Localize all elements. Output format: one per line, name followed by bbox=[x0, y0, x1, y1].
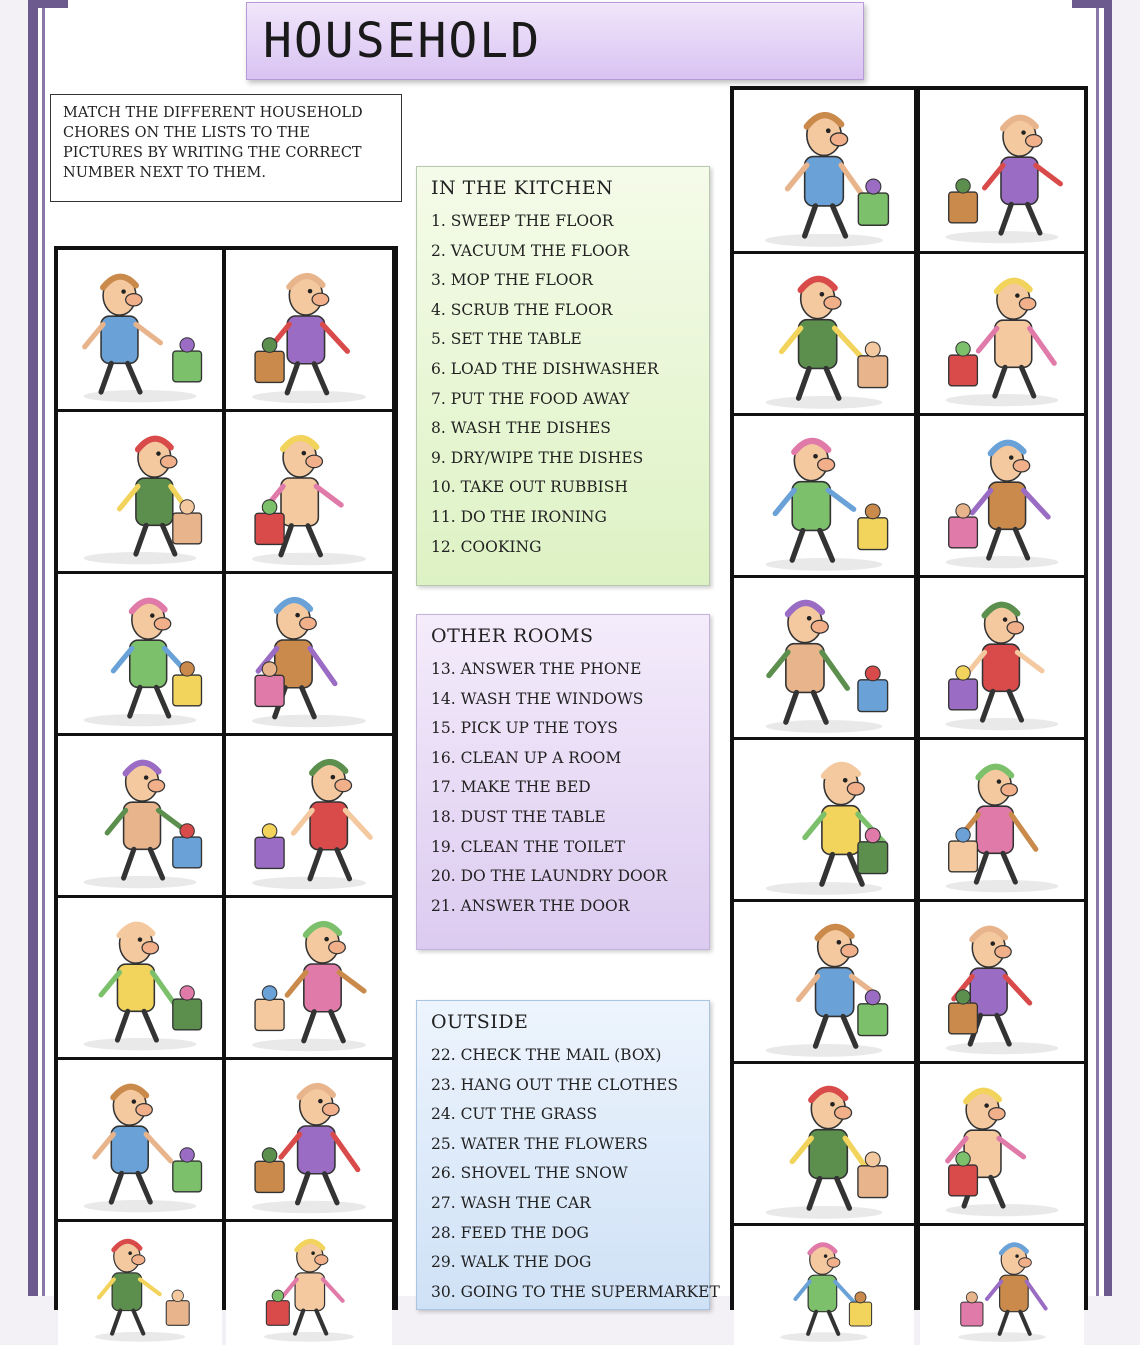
list-item: 19. CLEAN THE TOILET bbox=[431, 837, 625, 856]
frame-left bbox=[28, 0, 38, 1296]
cartoon-drawing bbox=[58, 250, 222, 409]
outside-list bbox=[416, 1000, 720, 1310]
cartoon-drawing bbox=[226, 898, 392, 1057]
frame-left-inner bbox=[42, 0, 45, 1296]
sweep-illustration bbox=[58, 1060, 222, 1219]
cartoon-drawing bbox=[226, 250, 392, 409]
instructions-box: MATCH THE DIFFERENT HOUSEHOLD CHORES ON THE LISTS TO THE PICTURES BY WRITING THE CORRECT NUMBER NEXT TO THEM. bbox=[50, 94, 402, 202]
kitchen-heading: IN THE KITCHEN bbox=[431, 177, 614, 199]
toilet-illustration bbox=[226, 736, 392, 895]
rooms-heading: OTHER ROOMS bbox=[431, 625, 594, 647]
list-item: 4. SCRUB THE FLOOR bbox=[431, 300, 613, 319]
cartoon-drawing bbox=[920, 1226, 1084, 1345]
cartoon-drawing bbox=[734, 90, 914, 251]
list-item: 20. DO THE LAUNDRY DOOR bbox=[431, 867, 668, 886]
list-item: 21. ANSWER THE DOOR bbox=[431, 896, 630, 915]
bucket-illustration bbox=[920, 578, 1084, 737]
cartoon-drawing bbox=[920, 1064, 1084, 1223]
cartoon-drawing bbox=[226, 1060, 392, 1219]
list-item: 11. DO THE IRONING bbox=[431, 507, 607, 526]
cooking-illustration bbox=[226, 1060, 392, 1219]
ironing-illustration bbox=[226, 574, 392, 733]
cartoon-drawing bbox=[226, 412, 392, 571]
list-item: 29. WALK THE DOG bbox=[431, 1253, 592, 1272]
feed-dog-illustration bbox=[226, 898, 392, 1057]
cartoon-drawing bbox=[58, 574, 222, 733]
cartoon-drawing bbox=[58, 412, 222, 571]
cartoon-drawing bbox=[226, 1222, 392, 1345]
cartoon-drawing bbox=[734, 416, 914, 575]
list-item: 18. DUST THE TABLE bbox=[431, 807, 606, 826]
cartoon-drawing bbox=[734, 740, 914, 899]
door-illustration bbox=[58, 736, 222, 895]
mop-floor-illustration bbox=[58, 574, 222, 733]
hammock-illustration bbox=[226, 1222, 392, 1345]
list-item: 17. MAKE THE BED bbox=[431, 778, 591, 797]
reading-man-illustration bbox=[734, 1226, 914, 1345]
list-item: 16. CLEAN UP A ROOM bbox=[431, 748, 622, 767]
list-item: 6. LOAD THE DISHWASHER bbox=[431, 359, 659, 378]
make-bed-illustration bbox=[920, 1064, 1084, 1223]
cartoon-drawing bbox=[734, 902, 914, 1061]
cartoon-drawing bbox=[58, 1060, 222, 1219]
cartoon-drawing bbox=[58, 736, 222, 895]
cartoon-drawing bbox=[58, 898, 222, 1057]
cartoon-drawing bbox=[734, 254, 914, 413]
wash-car-illustration bbox=[734, 254, 914, 413]
cartoon-drawing bbox=[920, 90, 1084, 251]
list-item: 24. CUT THE GRASS bbox=[431, 1105, 598, 1124]
groceries-illustration bbox=[58, 898, 222, 1057]
list-item: 23. HANG OUT THE CLOTHES bbox=[431, 1075, 678, 1094]
frame-corner-left bbox=[28, 0, 68, 8]
right-picture-grid bbox=[730, 86, 1088, 1310]
list-item: 9. DRY/WIPE THE DISHES bbox=[431, 448, 644, 467]
phone-illustration bbox=[920, 90, 1084, 251]
walk-dog-illustration bbox=[734, 902, 914, 1061]
outside-heading: OUTSIDE bbox=[431, 1011, 529, 1033]
list-item: 22. CHECK THE MAIL (BOX) bbox=[431, 1046, 662, 1064]
cartoon-drawing bbox=[920, 416, 1084, 575]
cartoon-drawing bbox=[920, 254, 1084, 413]
cartoon-drawing bbox=[226, 574, 392, 733]
cartoon-drawing bbox=[734, 578, 914, 737]
rubbish-bag-illustration bbox=[920, 740, 1084, 899]
rooms-items bbox=[431, 655, 695, 921]
outside-items bbox=[431, 1041, 720, 1307]
vacuum-illustration bbox=[920, 416, 1084, 575]
cartoon-drawing bbox=[920, 740, 1084, 899]
list-item: 5. SET THE TABLE bbox=[431, 330, 582, 349]
title-banner bbox=[246, 2, 864, 80]
list-item: 15. PICK UP THE TOYS bbox=[431, 719, 618, 738]
cartoon-drawing bbox=[920, 578, 1084, 737]
dusting-illustration bbox=[58, 1222, 222, 1345]
hang-clothes-illustration bbox=[920, 254, 1084, 413]
list-item: 12. COOKING bbox=[431, 537, 542, 556]
list-item: 28. FEED THE DOG bbox=[431, 1223, 589, 1242]
frame-right bbox=[1104, 0, 1112, 1296]
list-item: 27. WASH THE CAR bbox=[431, 1193, 591, 1212]
other-rooms-list bbox=[416, 614, 710, 950]
laundry-illustration bbox=[226, 250, 392, 409]
left-picture-grid bbox=[54, 246, 398, 1310]
list-item: 25. WATER THE FLOWERS bbox=[431, 1134, 648, 1153]
messy-room-illustration bbox=[226, 412, 392, 571]
cartoon-drawing bbox=[58, 1222, 222, 1345]
list-item: 2. VACUUM THE FLOOR bbox=[431, 241, 630, 260]
lawn-mower-illustration bbox=[734, 1064, 914, 1223]
list-item: 8. WASH THE DISHES bbox=[431, 419, 611, 438]
mailbox-illustration bbox=[734, 740, 914, 899]
frame-corner-right bbox=[1072, 0, 1112, 8]
kitchen-illustration bbox=[920, 1226, 1084, 1345]
cartoon-drawing bbox=[226, 736, 392, 895]
list-item: 14. WASH THE WINDOWS bbox=[431, 689, 644, 708]
kitchen-items bbox=[431, 207, 695, 562]
load-dishwasher-illustration bbox=[734, 416, 914, 575]
list-item: 30. GOING TO THE SUPERMARKET bbox=[431, 1282, 720, 1301]
list-item: 13. ANSWER THE PHONE bbox=[431, 660, 642, 678]
snow-shovel-illustration bbox=[58, 412, 222, 571]
list-item: 1. SWEEP THE FLOOR bbox=[431, 212, 614, 230]
page-title: HOUSEHOLD bbox=[263, 13, 542, 69]
list-item: 7. PUT THE FOOD AWAY bbox=[431, 389, 630, 408]
list-item: 3. MOP THE FLOOR bbox=[431, 271, 593, 290]
cartoon-drawing bbox=[734, 1226, 914, 1345]
wipe-dishes-illustration bbox=[734, 90, 914, 251]
cartoon-drawing bbox=[920, 902, 1084, 1061]
cartoon-drawing bbox=[734, 1064, 914, 1223]
list-item: 10. TAKE OUT RUBBISH bbox=[431, 478, 628, 497]
frame-right-inner bbox=[1096, 0, 1099, 1296]
ironing-man-illustration bbox=[734, 578, 914, 737]
wash-window-illustration bbox=[920, 902, 1084, 1061]
list-item: 26. SHOVEL THE SNOW bbox=[431, 1164, 628, 1183]
table-setting-illustration bbox=[58, 250, 222, 409]
kitchen-list bbox=[416, 166, 710, 586]
